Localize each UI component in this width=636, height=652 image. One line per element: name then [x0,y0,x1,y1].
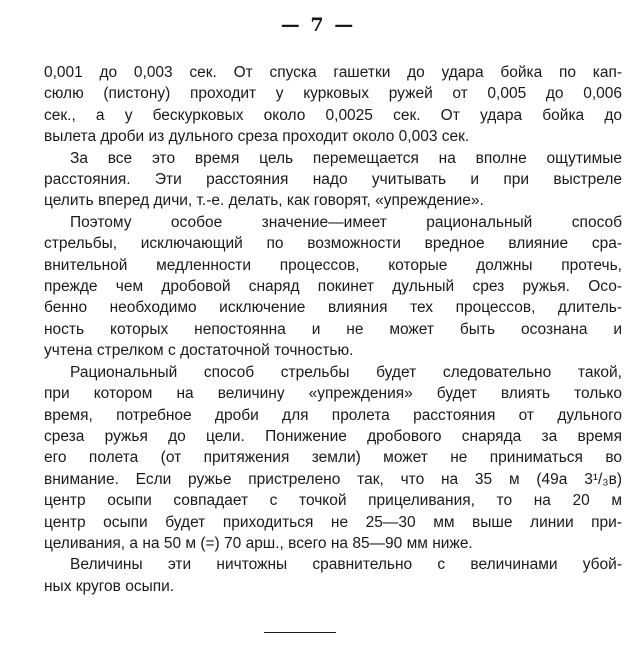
paragraph [44,554,622,597]
text-line: За все это время цель перемещается на вполне ощутимые [70,149,622,167]
paragraph [44,362,622,555]
text-line: его полета (от притяжения земли) может не приниматься во [44,449,622,467]
text-line: Величины эти ничтожны сравнительно с величинами убой- [70,556,622,574]
text-line: среза ружья до цели. Понижение дробового снаряда за время [44,427,622,445]
text-line: внительной медленности процессов, которые должны протечь, [44,256,622,274]
text-line: Рациональный способ стрельбы будет следовательно такой, [70,363,622,381]
text-line: сек., а у бескурковых около 0,0025 сек. От удара бойка до [44,106,622,124]
paragraph [44,212,622,362]
text-line: вылета дроби из дульного среза проходит около 0,003 сек. [44,128,470,146]
page-number: — 7 — [280,14,356,36]
text-line: учтена стрелком с достаточной точностью. [44,342,354,360]
paragraph [44,62,622,148]
text-line: ность которых непостоянна и не может быть осознана и [44,320,622,338]
text-line: стрельбы, исключающий по возможности вредное влияние сра- [44,235,622,253]
text-line: целить вперед дичи, т.-е. делать, как говорят, «упреждение». [44,192,484,210]
text-line: центр осыпи совпадает с точкой прицеливания, то на 20 м [44,492,622,510]
body-text [44,62,622,597]
text-line: Поэтому особое значение—имеет рациональный способ [70,213,622,231]
paragraph [44,148,622,212]
text-line: прежде чем дробовой снаряд покинет дульный срез ружья. Осо- [44,278,622,296]
text-line: целивания, а на 50 м (=) 70 арш., всего на 85—90 мм ниже. [44,534,473,552]
text-line: сюлю (пистону) проходит у курковых ружей от 0,005 до 0,006 [44,85,622,103]
text-line: при котором на величину «упреждения» будет влиять только [44,385,622,403]
text-line: расстояния. Эти расстояния надо учитывать и при выстреле [44,171,622,189]
text-line: время, потребное дроби для пролета расстояния от дульного [44,406,622,424]
text-line: 0,001 до 0,003 сек. От спуска гашетки до удара бойка по кап- [44,64,622,81]
text-line: ных кругов осыпи. [44,577,175,595]
text-line: бенно необходимо исключение влияния тех процессов, длитель- [44,299,622,317]
footer-rule [264,632,336,633]
text-line: внимание. Если ружье пристрелено так, что на 35 м (49а 3¹/₃в) [44,470,622,488]
text-line: центр осыпи будет приходиться не 25—30 мм выше линии при- [44,513,622,531]
